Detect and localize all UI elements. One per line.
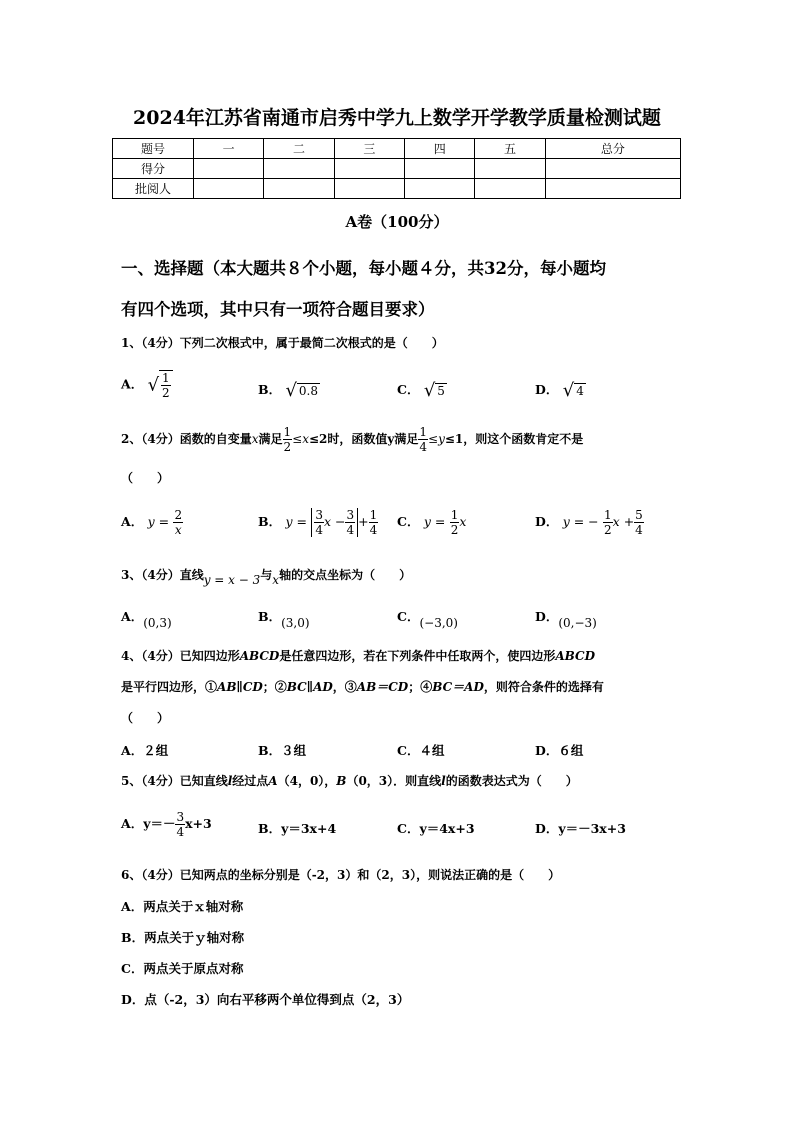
table-header-cell: 二 (264, 139, 334, 159)
question-2-stem: 2、（4分）函数的自变量x满足 $\frac{1}{2}$ ≤x≤2时，函数值y满足 $\frac{1}{4}$ ≤y≤1，则这个函数肯定不是 (121, 425, 584, 454)
q4-option-c[interactable]: C．４组 (397, 743, 445, 758)
q2-option-d[interactable]: D． y = − $\frac{1}{2}$ x + $\frac{5}{4}$ (535, 508, 643, 537)
q6-option-c[interactable]: C．两点关于原点对称 (121, 961, 244, 976)
q5-option-a[interactable]: A．y＝－ $\frac{3}{4}$ x+3 (121, 810, 212, 839)
sqrt-expression: √ 0.8 (285, 380, 319, 401)
grader-cell[interactable] (334, 179, 404, 199)
q5-option-d[interactable]: D．y＝－3x+3 (535, 821, 626, 836)
q2-option-a[interactable]: A． y = $\frac{2}{x}$ (121, 508, 183, 537)
score-cell[interactable] (194, 159, 264, 179)
option-label: A． (121, 376, 144, 392)
question-3-stem: 3、（4分）直线y = x − 3与x轴的交点坐标为（ ） (121, 568, 412, 587)
page-title: 2024年江苏省南通市启秀中学九上数学开学教学质量检测试题 (133, 107, 661, 129)
volume-title: A卷（100分） (345, 213, 449, 231)
score-cell[interactable] (545, 159, 680, 179)
grader-cell[interactable] (545, 179, 680, 199)
question-2-paren: （ ） (121, 471, 170, 485)
sqrt-expression: √ 5 (423, 380, 445, 401)
option-label: D． (535, 382, 559, 397)
grader-cell[interactable] (405, 179, 475, 199)
table-header-cell: 一 (194, 139, 264, 159)
q3-option-d[interactable]: D．(0,−3) (535, 609, 597, 630)
question-4-stem-line2: 是平行四边形，①AB∥CD；②BC∥AD，③AB＝CD；④BC＝AD，则符合条件的选择有 (121, 680, 604, 694)
score-cell[interactable] (405, 159, 475, 179)
q5-option-b[interactable]: B．y＝3x+4 (258, 821, 337, 836)
q3-option-c[interactable]: C．(−3,0) (397, 609, 458, 630)
q4-option-a[interactable]: A．２组 (121, 743, 169, 758)
row-label: 批阅人 (113, 179, 194, 199)
grader-cell[interactable] (475, 179, 545, 199)
score-table (112, 138, 681, 199)
q1-option-b[interactable] (258, 380, 320, 401)
section-heading-line1: 一、选择题（本大题共８个小题，每小题４分，共32分，每小题均 (121, 259, 606, 278)
table-header-cell: 四 (405, 139, 475, 159)
question-4-stem-line1: 4、（4分）已知四边形ABCD是任意四边形，若在下列条件中任取两个，使四边形ABCD (121, 649, 595, 663)
grader-cell[interactable] (194, 179, 264, 199)
q2-option-b[interactable]: B． y = $\frac{3}{4}$ x − $\frac{3}{4}$ + $\frac{1}{4}$ (258, 508, 378, 537)
q6-option-a[interactable]: A．两点关于ｘ轴对称 (121, 899, 244, 914)
score-cell[interactable] (475, 159, 545, 179)
score-cell[interactable] (334, 159, 404, 179)
q6-option-d[interactable]: D．点（-2，3）向右平移两个单位得到点（2，3） (121, 992, 410, 1007)
q3-option-b[interactable]: B．(3,0) (258, 609, 310, 630)
table-header-cell: 题号 (113, 139, 194, 159)
question-5-stem: 5、（4分）已知直线l经过点A（4，0），B（0，3）．则直线l的函数表达式为（ ） (121, 774, 578, 788)
table-row (113, 139, 681, 159)
q1-option-a[interactable] (121, 370, 173, 400)
table-header-cell: 三 (334, 139, 404, 159)
section-heading-line2: 有四个选项，其中只有一项符合题目要求） (121, 300, 435, 319)
q1-option-c[interactable] (397, 380, 447, 401)
grader-cell[interactable] (264, 179, 334, 199)
q3-option-a[interactable]: A．(0,3) (121, 609, 172, 630)
q1-option-d[interactable] (535, 380, 586, 401)
question-4-paren: （ ） (121, 711, 170, 725)
q4-option-b[interactable]: B．３组 (258, 743, 307, 758)
table-header-cell: 五 (475, 139, 545, 159)
q4-option-d[interactable]: D．６组 (535, 743, 584, 758)
table-row (113, 159, 681, 179)
sqrt-expression: √ $\frac{1}{2}$ (148, 370, 173, 400)
row-label: 得分 (113, 159, 194, 179)
score-cell[interactable] (264, 159, 334, 179)
q5-option-c[interactable]: C．y＝4x+3 (397, 821, 475, 836)
sqrt-expression: √ 4 (562, 380, 584, 401)
numerator: 1 (162, 371, 170, 385)
table-row (113, 179, 681, 199)
option-label: B． (258, 382, 282, 397)
question-6-stem: 6、（4分）已知两点的坐标分别是（-2，3）和（2，3），则说法正确的是（ ） (121, 868, 561, 882)
q2-option-c[interactable]: C． y = $\frac{1}{2}$ x (397, 508, 467, 537)
question-1-stem: 1、（4分）下列二次根式中，属于最简二次根式的是（ ） (121, 336, 444, 350)
table-header-cell: 总分 (545, 139, 680, 159)
option-label: C． (397, 382, 420, 397)
denominator: 2 (162, 386, 170, 400)
q6-option-b[interactable]: B．两点关于ｙ轴对称 (121, 930, 245, 945)
